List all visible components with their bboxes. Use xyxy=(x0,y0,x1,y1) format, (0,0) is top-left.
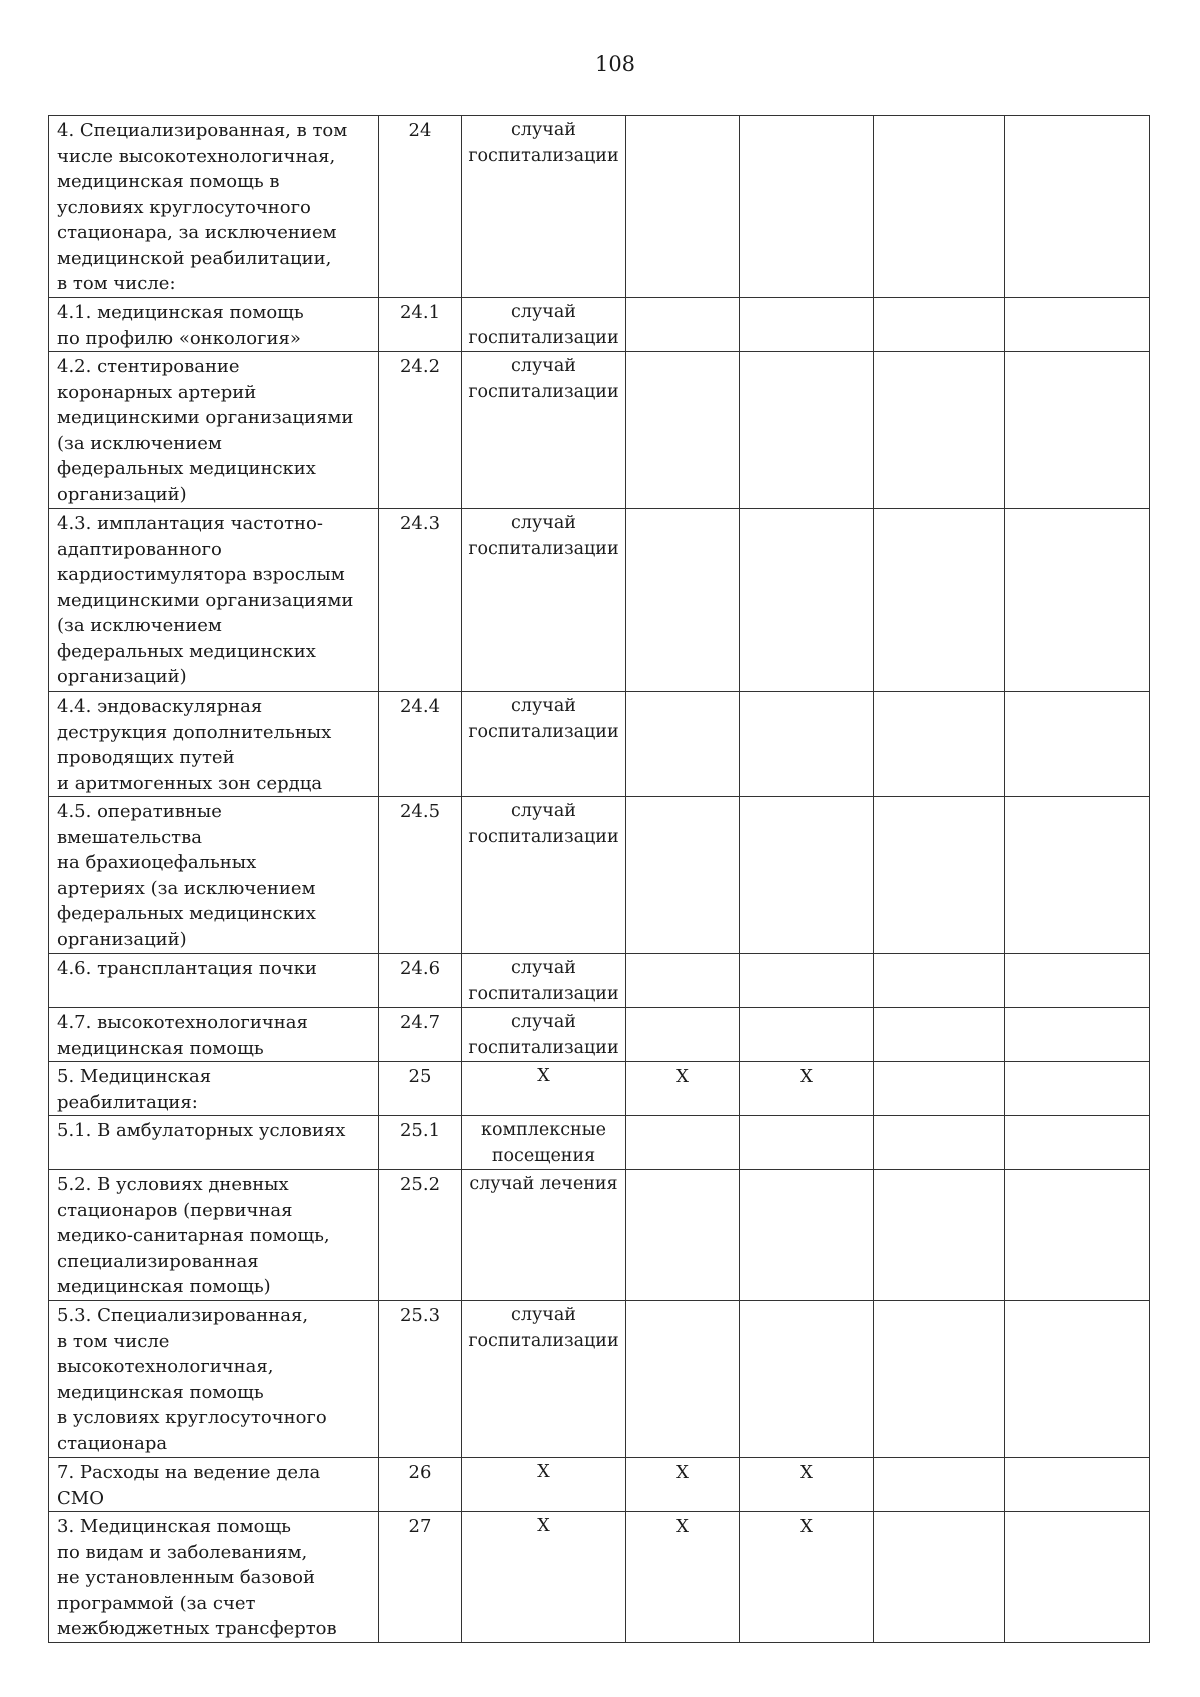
table-row xyxy=(49,954,1150,1008)
unit-of-measure: X xyxy=(462,1062,626,1116)
value-cell xyxy=(626,1170,740,1301)
table-row xyxy=(49,298,1150,352)
unit-of-measure: X xyxy=(462,1512,626,1643)
row-name: 4.4. эндоваскулярная деструкция дополнительных проводящих путей и аритмогенных зон сердца xyxy=(57,696,332,794)
unit-of-measure: X xyxy=(462,1458,626,1512)
row-code: 25.1 xyxy=(379,1116,462,1170)
value-cell xyxy=(874,797,1005,954)
row-name: 5. Медицинская реабилитация: xyxy=(57,1066,212,1113)
value-cell: X xyxy=(626,1458,740,1512)
row-name: 5.2. В условиях дневных стационаров (первичная медико-санитарная помощь, специализированная медицинская помощь) xyxy=(57,1174,330,1297)
value-cell xyxy=(874,116,1005,298)
value-cell xyxy=(1005,1116,1150,1170)
value-cell xyxy=(740,954,874,1008)
value-cell xyxy=(874,1512,1005,1643)
value-cell xyxy=(1005,1062,1150,1116)
value-cell xyxy=(1005,1170,1150,1301)
page-number: 108 xyxy=(594,52,636,76)
value-cell: X xyxy=(626,1062,740,1116)
row-name: 4. Специализированная, в том числе высокотехнологичная, медицинская помощь в условиях круглосуточного стационара, за исключением медицинской реабилитации, в том числе: xyxy=(57,120,348,294)
value-cell xyxy=(874,1008,1005,1062)
row-name: 5.1. В амбулаторных условиях xyxy=(57,1120,346,1141)
value-cell xyxy=(874,692,1005,797)
row-name-cell xyxy=(49,954,379,1008)
row-name-cell xyxy=(49,298,379,352)
row-code: 24.5 xyxy=(379,797,462,954)
row-code: 25.2 xyxy=(379,1170,462,1301)
value-cell: X xyxy=(626,1512,740,1643)
value-cell xyxy=(740,1008,874,1062)
table-row xyxy=(49,1458,1150,1512)
row-name: 4.6. трансплантация почки xyxy=(57,958,317,979)
unit-of-measure: комплексные посещения xyxy=(462,1116,626,1170)
value-cell xyxy=(1005,116,1150,298)
value-cell xyxy=(740,116,874,298)
value-cell xyxy=(874,1458,1005,1512)
unit-of-measure: случай госпитализации xyxy=(462,509,626,692)
table-row xyxy=(49,1512,1150,1643)
table-row xyxy=(49,352,1150,509)
row-name-cell xyxy=(49,1512,379,1643)
unit-of-measure: случай лечения xyxy=(462,1170,626,1301)
row-name-cell xyxy=(49,1062,379,1116)
value-cell xyxy=(1005,797,1150,954)
value-cell: X xyxy=(740,1062,874,1116)
value-cell xyxy=(626,797,740,954)
table-row xyxy=(49,797,1150,954)
row-code: 24.7 xyxy=(379,1008,462,1062)
row-name: 3. Медицинская помощь по видам и заболеваниям, не установленным базовой программой (за счет межбюджетных трансфертов xyxy=(57,1516,337,1639)
row-code: 25 xyxy=(379,1062,462,1116)
row-name-cell xyxy=(49,797,379,954)
value-cell xyxy=(874,509,1005,692)
unit-of-measure: случай госпитализации xyxy=(462,692,626,797)
value-cell xyxy=(874,1170,1005,1301)
row-code: 24.2 xyxy=(379,352,462,509)
row-name: 4.7. высокотехнологичная медицинская помощь xyxy=(57,1012,308,1059)
row-name-cell xyxy=(49,1458,379,1512)
row-name: 4.1. медицинская помощь по профилю «онкология» xyxy=(57,302,304,349)
row-name-cell xyxy=(49,1116,379,1170)
row-code: 24.6 xyxy=(379,954,462,1008)
value-cell xyxy=(740,1170,874,1301)
value-cell xyxy=(626,509,740,692)
table-row xyxy=(49,1116,1150,1170)
value-cell xyxy=(1005,1301,1150,1458)
value-cell xyxy=(1005,1008,1150,1062)
value-cell xyxy=(874,298,1005,352)
row-code: 24 xyxy=(379,116,462,298)
value-cell xyxy=(1005,954,1150,1008)
row-name-cell xyxy=(49,509,379,692)
row-code: 27 xyxy=(379,1512,462,1643)
value-cell xyxy=(626,1301,740,1458)
value-cell xyxy=(740,1116,874,1170)
unit-of-measure: случай госпитализации xyxy=(462,954,626,1008)
row-code: 24.1 xyxy=(379,298,462,352)
table-row xyxy=(49,1062,1150,1116)
value-cell xyxy=(1005,509,1150,692)
row-name-cell xyxy=(49,1170,379,1301)
row-name-cell xyxy=(49,352,379,509)
value-cell: X xyxy=(740,1512,874,1643)
value-cell xyxy=(626,954,740,1008)
table-body xyxy=(49,116,1150,1643)
unit-of-measure: случай госпитализации xyxy=(462,1301,626,1458)
value-cell xyxy=(626,692,740,797)
unit-of-measure: случай госпитализации xyxy=(462,1008,626,1062)
value-cell xyxy=(1005,1512,1150,1643)
value-cell xyxy=(1005,1458,1150,1512)
row-name: 7. Расходы на ведение дела СМО xyxy=(57,1462,321,1509)
value-cell xyxy=(740,352,874,509)
row-name-cell xyxy=(49,1301,379,1458)
value-cell xyxy=(626,1116,740,1170)
value-cell xyxy=(740,797,874,954)
budget-table xyxy=(48,115,1150,1643)
table-row xyxy=(49,509,1150,692)
row-name: 4.5. оперативные вмешательства на брахиоцефальных артериях (за исключением федеральных медицинских организаций) xyxy=(57,801,316,950)
value-cell xyxy=(740,692,874,797)
value-cell xyxy=(626,298,740,352)
row-name-cell xyxy=(49,116,379,298)
value-cell xyxy=(874,352,1005,509)
value-cell xyxy=(626,1008,740,1062)
row-code: 26 xyxy=(379,1458,462,1512)
unit-of-measure: случай госпитализации xyxy=(462,116,626,298)
value-cell xyxy=(874,1116,1005,1170)
value-cell xyxy=(740,298,874,352)
row-code: 24.3 xyxy=(379,509,462,692)
value-cell xyxy=(626,116,740,298)
row-name-cell xyxy=(49,692,379,797)
row-code: 24.4 xyxy=(379,692,462,797)
table-row xyxy=(49,1170,1150,1301)
unit-of-measure: случай госпитализации xyxy=(462,352,626,509)
row-name: 4.3. имплантация частотно- адаптированного кардиостимулятора взрослым медицинскими организациями (за исключением федеральных медицинских организаций) xyxy=(57,513,354,687)
value-cell: X xyxy=(740,1458,874,1512)
row-code: 25.3 xyxy=(379,1301,462,1458)
row-name-cell xyxy=(49,1008,379,1062)
value-cell xyxy=(874,1062,1005,1116)
table-row xyxy=(49,1008,1150,1062)
table-row xyxy=(49,1301,1150,1458)
value-cell xyxy=(626,352,740,509)
table-row xyxy=(49,692,1150,797)
value-cell xyxy=(1005,298,1150,352)
row-name: 5.3. Специализированная, в том числе высокотехнологичная, медицинская помощь в условиях круглосуточного стационара xyxy=(57,1305,327,1454)
value-cell xyxy=(740,1301,874,1458)
row-name: 4.2. стентирование коронарных артерий медицинскими организациями (за исключением федеральных медицинских организаций) xyxy=(57,356,354,505)
unit-of-measure: случай госпитализации xyxy=(462,797,626,954)
value-cell xyxy=(874,954,1005,1008)
value-cell xyxy=(874,1301,1005,1458)
unit-of-measure: случай госпитализации xyxy=(462,298,626,352)
value-cell xyxy=(740,509,874,692)
value-cell xyxy=(1005,692,1150,797)
table-row xyxy=(49,116,1150,298)
value-cell xyxy=(1005,352,1150,509)
